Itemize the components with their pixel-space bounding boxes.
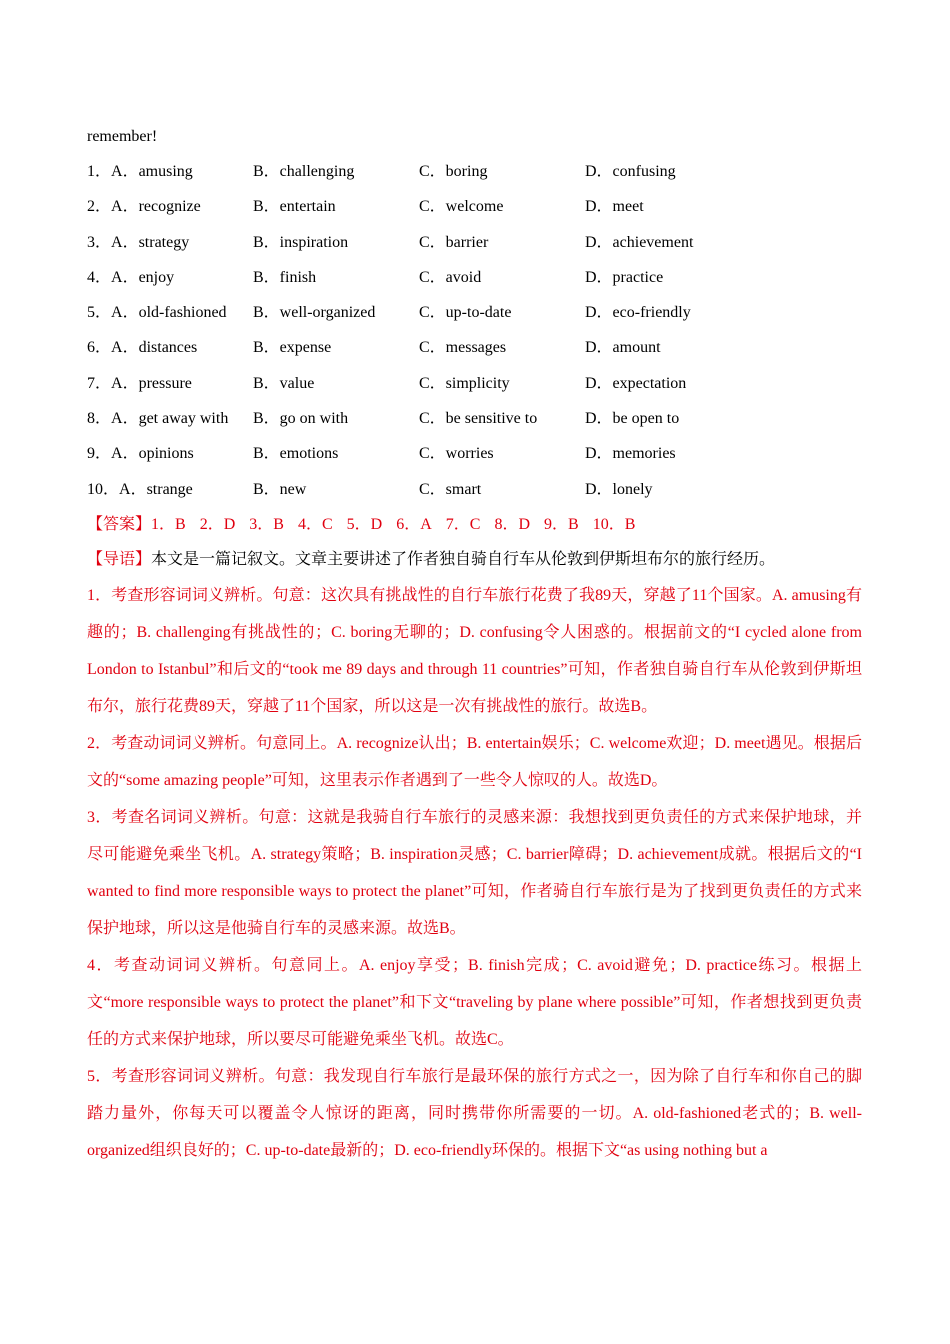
guide-label: 【导语】	[87, 550, 152, 568]
option-d: D．memories	[585, 445, 676, 463]
option-d: D．be open to	[585, 410, 680, 428]
option-c: C．barrier	[419, 233, 489, 251]
question-row	[87, 436, 862, 471]
option-a: 9．A．opinions	[87, 445, 194, 463]
option-d: D．practice	[585, 268, 664, 286]
option-a: 8．A．get away with	[87, 410, 229, 428]
option-d: D．achievement	[585, 233, 694, 251]
answer-label: 【答案】	[87, 515, 152, 533]
question-number: 6．	[87, 339, 112, 357]
explanation-2: 2．考查动词词义辨析。句意同上。A. recognize认出；B. entertain娱乐；C. welcome欢迎；D. meet遇见。根据后文的“some amazing people”可知，这里表示作者遇到了一些令人惊叹的人。故选D。	[87, 734, 862, 789]
explanation-1: 1．考查形容词词义辨析。句意：这次具有挑战性的自行车旅行花费了我89天，穿越了11个国家。A. amusing有趣的；B. challenging有挑战性的；C. boring无聊的；D. confusing令人困惑的。根据前文的“I cycled alone from London to Istanbul”和后文的“took me 89 days and through 11 countries”可知，作者独自骑自行车从伦敦到伊斯坦布尔，旅行花费89天，穿越了11个国家，所以这是一次有挑战性的旅行。故选B。	[87, 586, 862, 715]
explanation-4: 4．考查动词词义辨析。句意同上。A. enjoy享受；B. finish完成；C. avoid避免；D. practice练习。根据上文“more responsible ways to protect the planet”和下文“traveling by plane where possible”可知，作者想找到更负责任的方式来保护地球，所以要尽可能避免乘坐飞机。故选C。	[87, 956, 862, 1048]
question-row	[87, 225, 862, 260]
option-c: C．smart	[419, 480, 482, 498]
option-c: C．messages	[419, 339, 507, 357]
question-number: 8．	[87, 410, 112, 428]
option-a: 5．A．old-fashioned	[87, 304, 227, 322]
option-b: B．emotions	[253, 445, 339, 463]
option-c: C．be sensitive to	[419, 410, 538, 428]
answer-item: 4．C	[297, 515, 333, 533]
intro-text: remember!	[87, 128, 158, 145]
question-row	[87, 401, 862, 436]
options-list	[87, 154, 862, 507]
question-number: 5．	[87, 304, 112, 322]
option-c: C．welcome	[419, 198, 504, 216]
guide-paragraph	[87, 542, 862, 577]
question-number: 9．	[87, 445, 112, 463]
option-b: B．inspiration	[253, 233, 349, 251]
answer-item: 9．B	[544, 515, 579, 533]
option-a: 4．A．enjoy	[87, 268, 175, 286]
option-d: D．confusing	[585, 163, 676, 180]
option-b: B．entertain	[253, 198, 336, 216]
question-number: 4．	[87, 268, 112, 286]
answer-item: 7．C	[445, 515, 481, 533]
option-b: B．new	[253, 480, 307, 498]
option-a: 6．A．distances	[87, 339, 198, 357]
explanation-3: 3．考查名词词义辨析。句意：这就是我骑自行车旅行的灵感来源：我想找到更负责任的方式来保护地球，并尽可能避免乘坐飞机。A. strategy策略；B. inspiration灵感；C. barrier障碍；D. achievement成就。根据后文的“I wanted to find more responsible ways to protect the planet”可知，作者骑自行车旅行是为了找到更负责任的方式来保护地球，所以这是他骑自行车的灵感来源。故选B。	[87, 808, 862, 937]
option-a: 2．A．recognize	[87, 198, 201, 216]
option-c: C．up-to-date	[419, 304, 512, 322]
answer-key	[87, 507, 862, 542]
answer-item: 10．B	[592, 515, 636, 533]
option-b: B．finish	[253, 268, 317, 286]
option-a: 10．A．strange	[87, 480, 193, 498]
option-c: C．worries	[419, 445, 494, 463]
option-b: B．value	[253, 374, 315, 392]
option-b: B．expense	[253, 339, 332, 357]
question-number: 10．	[87, 480, 120, 498]
answer-item: 3．B	[249, 515, 284, 533]
question-row	[87, 472, 862, 507]
document-content	[87, 120, 862, 1169]
option-c: C．avoid	[419, 268, 482, 286]
option-d: D．amount	[585, 339, 661, 357]
answer-item: 1．B	[151, 515, 186, 533]
option-a: 7．A．pressure	[87, 374, 192, 392]
option-b: B．challenging	[253, 163, 355, 180]
question-number: 1．	[87, 163, 112, 180]
answer-item: 8．D	[494, 515, 531, 533]
option-c: C．boring	[419, 163, 488, 180]
option-d: D．eco-friendly	[585, 304, 691, 322]
question-row	[87, 295, 862, 330]
question-row	[87, 189, 862, 224]
question-row	[87, 366, 862, 401]
option-d: D．meet	[585, 198, 644, 216]
question-number: 2．	[87, 198, 112, 216]
question-number: 3．	[87, 233, 112, 251]
option-b: B．go on with	[253, 410, 349, 428]
answer-item: 6．A	[396, 515, 432, 533]
question-row	[87, 260, 862, 295]
guide-text: 本文是一篇记叙文。文章主要讲述了作者独自骑自行车从伦敦到伊斯坦布尔的旅行经历。	[151, 550, 776, 568]
answer-item: 5．D	[346, 515, 383, 533]
option-d: D．lonely	[585, 480, 653, 498]
question-row	[87, 330, 862, 365]
option-b: B．well-organized	[253, 304, 376, 322]
answer-item: 2．D	[199, 515, 236, 533]
explanation-5: 5．考查形容词词义辨析。句意：我发现自行车旅行是最环保的旅行方式之一，因为除了自行车和你自己的脚踏力量外，你每天可以覆盖令人惊讶的距离，同时携带你所需要的一切。A. old-fashioned老式的；B. well-organized组织良好的；C. up-to-date最新的；D. eco-friendly环保的。根据下文“as using nothing but a	[87, 1067, 862, 1159]
option-a: 1．A．amusing	[87, 163, 193, 180]
option-c: C．simplicity	[419, 374, 510, 392]
option-a: 3．A．strategy	[87, 233, 190, 251]
question-number: 7．	[87, 374, 112, 392]
question-row	[87, 154, 862, 189]
option-d: D．expectation	[585, 374, 687, 392]
